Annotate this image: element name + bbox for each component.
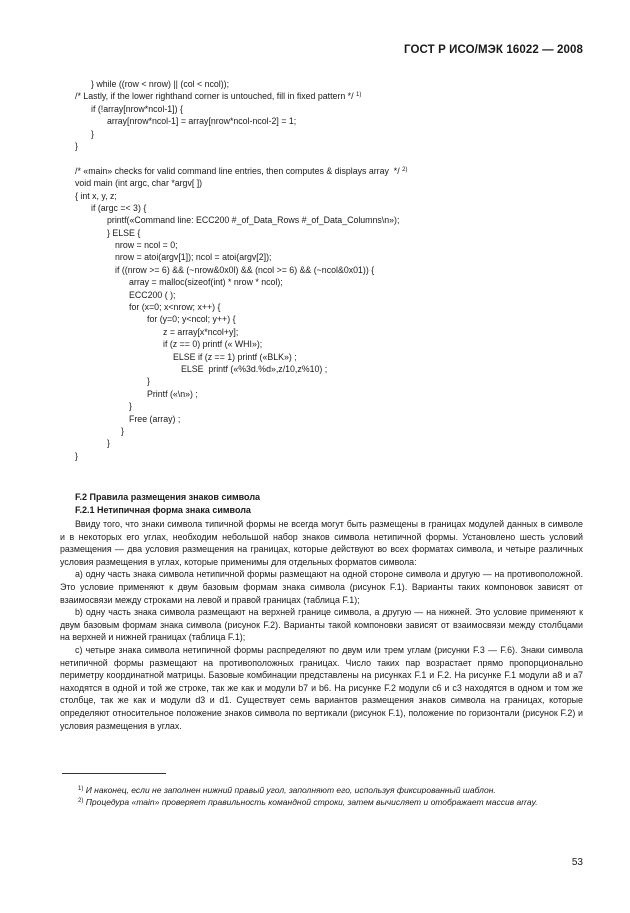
code-line	[75, 227, 585, 239]
code-line-text: if (z == 0) printf (« WHI»);	[163, 339, 263, 350]
footnote-separator	[62, 773, 166, 774]
code-line	[75, 301, 585, 313]
paragraph: c) четыре знака символа нетипичной формы распределяют по двум или трем углам (рисунки F.3 — F.6). Знаки символа нетипичной формы размещают на противоположных границах. Число таких пар возрастает прямо пропорционально периметру координатной матрицы. Базовые комбинации представлены на рисунках F.1 и F.2. На рисунке F.1 модули a8 и a7 находятся в одной и той же строке, так же как и модули b7 и b6. На рисунке F.2 модули c6 и c3 находятся в одном и том же столбце, так же как и модули d3 и d1. Существует семь вариантов размещения знаков символа на границах, которые определяют относительное положение знаков символа по вертикали (рисунок F.1), положение по горизонтали (рисунок F.2) и условия размещения в углах.	[60, 644, 583, 731]
code-line-text: Free (array) ;	[129, 413, 181, 424]
section-heading: F.2 Правила размещения знаков символа	[75, 492, 261, 502]
code-line-text: for (y=0; y<ncol; y++) {	[147, 314, 236, 325]
code-line-text: }	[147, 376, 150, 387]
footnote-mark: 2)	[78, 798, 84, 805]
code-line	[75, 351, 585, 363]
code-line	[75, 437, 585, 449]
code-line-text: array = malloc(sizeof(int) * nrow * ncol);	[129, 277, 283, 288]
code-line-text: z = array[x*ncol+y];	[163, 326, 239, 337]
code-line	[75, 276, 585, 288]
code-line-text: } ELSE {	[107, 227, 141, 238]
code-line-text: }	[75, 140, 78, 151]
code-line	[75, 128, 585, 140]
footnote-text: Процедура «main» проверяет правильность командной строки, затем вычисляет и отображает массив array.	[85, 797, 538, 808]
code-line	[75, 251, 585, 263]
code-line-text: if ((nrow >= 6) && (~nrow&0x0l) && (ncol >= 6) && (~ncol&0x01)) {	[115, 264, 375, 275]
code-line	[75, 326, 585, 338]
code-line	[75, 165, 585, 177]
subsection-heading: F.2.1 Нетипичная форма знака символа	[75, 505, 251, 515]
footnote-reference: 1)	[356, 92, 362, 99]
code-line	[75, 239, 585, 251]
code-line-text: }	[107, 438, 110, 449]
footnotes	[60, 784, 583, 809]
footnote-reference: 2)	[402, 166, 408, 173]
code-line	[75, 152, 585, 164]
code-line	[75, 450, 585, 462]
footnote-1	[60, 784, 583, 796]
code-line-text: }	[129, 401, 132, 412]
code-listing	[75, 78, 585, 462]
code-line-text: /* «main» checks for valid command line entries, then computes & displays array */	[75, 165, 403, 176]
code-line	[75, 115, 585, 127]
code-line-text: if (!array[nrow*ncol-1]) {	[91, 103, 183, 114]
code-line	[75, 313, 585, 325]
code-line-text: }	[91, 128, 94, 139]
code-line	[75, 375, 585, 387]
code-line	[75, 425, 585, 437]
code-line-text: /* Lastly, if the lower righthand corner is untouched, fill in fixed pattern */	[75, 91, 356, 102]
code-line	[75, 363, 585, 375]
paragraph: b) одну часть знака символа размещают на верхней границе символа, а другую — на нижней. Это условие применяют к двум базовым формам знака символа (рисунок F.2). Варианты такой компоновки зависят от взаимосвязи между столбцами на верхней и нижней границах (таблица F.1);	[60, 607, 583, 643]
code-line	[75, 90, 585, 102]
code-line-text: printf(«Command line: ECC200 #_of_Data_Rows #_of_Data_Columns\n»);	[107, 215, 400, 226]
code-line	[75, 388, 585, 400]
code-line-text: }	[121, 425, 124, 436]
code-line-text: ELSE printf («%3d.%d»,z/10,z%10) ;	[181, 363, 328, 374]
code-line	[75, 214, 585, 226]
code-line	[75, 289, 585, 301]
code-line-text: nrow = ncol = 0;	[115, 240, 178, 251]
code-line-text: { int x, y, z;	[75, 190, 117, 201]
code-line	[75, 140, 585, 152]
paragraph: Ввиду того, что знаки символа типичной формы не всегда могут быть размещены в границах модулей данных в символе и в некоторых его углах, необходим небольшой набор знаков символа нетипичной формы. Установлено шесть условий размещения — два условия размещения на границах, которые действуют во всех форматах символа, и четыре различных условия размещения в углах, которые применимы для отдельных форматов символа:	[60, 519, 583, 567]
code-line	[75, 202, 585, 214]
code-line	[75, 177, 585, 189]
footnote-mark: 1)	[78, 786, 84, 792]
paragraph: a) одну часть знака символа нетипичной формы размещают на одной стороне символа и другую — на противоположной. Это условие применяют к двум базовым формам знака символа (рисунок F.1). Варианты таких компоновок зависят от взаимосвязи между строками на левой и правой границах (таблица F.1);	[60, 569, 583, 605]
code-line-text: ECC200 ( );	[129, 289, 176, 300]
page-number: 53	[571, 857, 583, 868]
code-line	[75, 78, 585, 90]
document-header: ГОСТ Р ИСО/МЭК 16022 — 2008	[404, 44, 583, 56]
code-line	[75, 413, 585, 425]
code-line	[75, 264, 585, 276]
code-line-text: Printf («\n») ;	[147, 388, 198, 399]
code-line-text: for (x=0; x<nrow; x++) {	[129, 302, 221, 313]
body-text	[60, 518, 583, 732]
footnote-text: И наконец, если не заполнен нижний правый угол, заполняют его, используя фиксированный шаблон.	[85, 785, 496, 795]
footnote-2	[60, 796, 583, 808]
code-line-text: void main (int argc, char *argv[ ])	[75, 178, 203, 189]
code-line	[75, 103, 585, 115]
code-line-text: ELSE if (z == 1) printf («BLK») ;	[173, 351, 297, 362]
code-line	[75, 190, 585, 202]
code-line-text: nrow = atoi(argv[1]); ncol = atoi(argv[2]);	[115, 252, 272, 263]
code-line-text: } while ((row < nrow) || (col < ncol));	[91, 79, 230, 89]
code-line	[75, 400, 585, 412]
code-line-text: }	[75, 450, 78, 461]
code-line-text: array[nrow*ncol-1] = array[nrow*ncol-ncol-2] = 1;	[107, 116, 297, 127]
code-line	[75, 338, 585, 350]
code-line-text: if (argc =< 3) {	[91, 202, 147, 213]
